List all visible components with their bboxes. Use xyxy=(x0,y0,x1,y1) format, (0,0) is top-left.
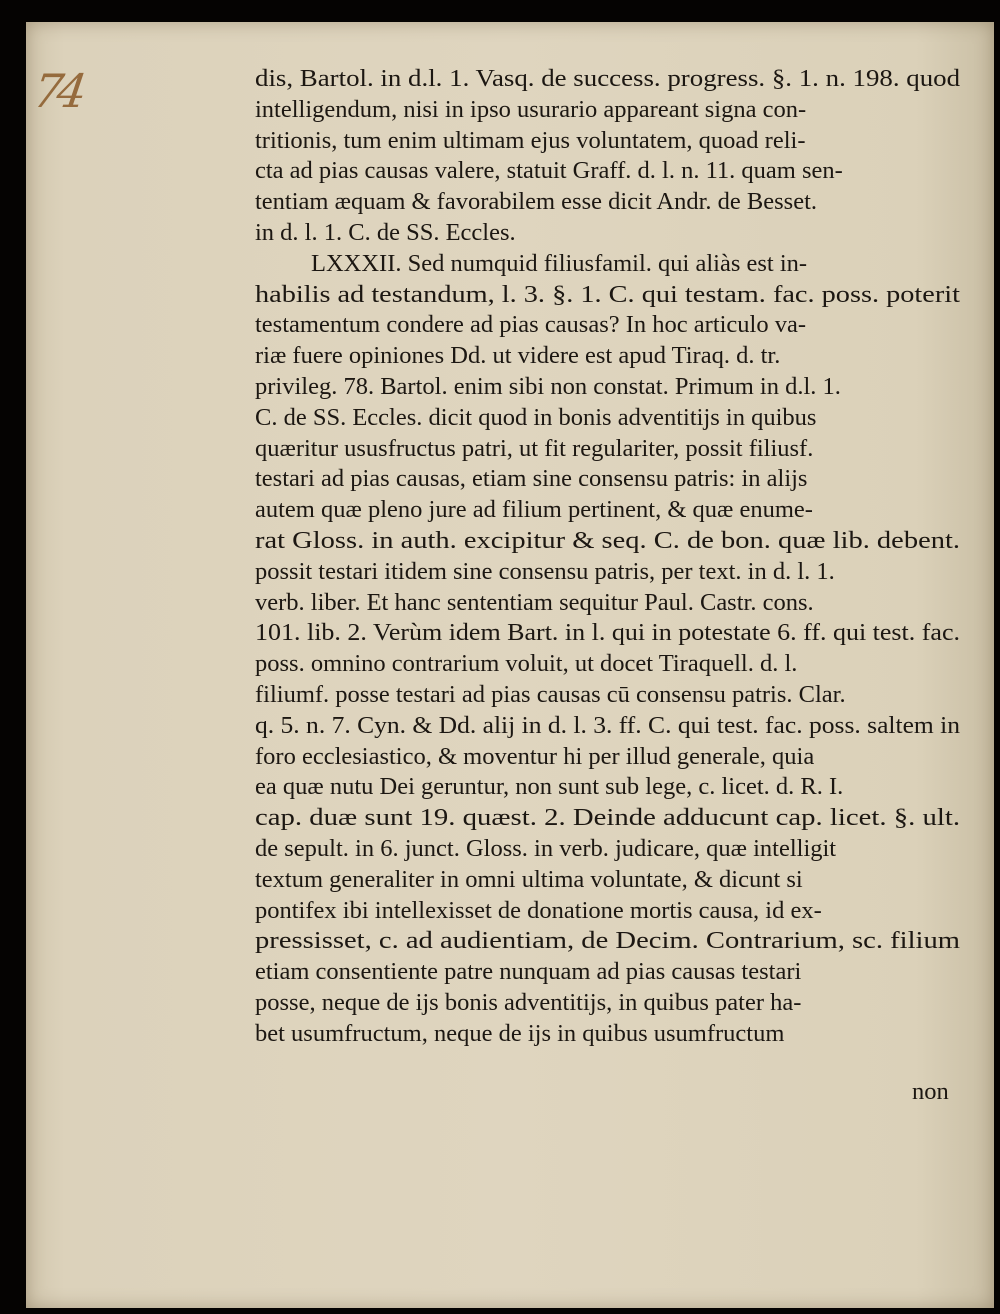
text-line: 101. lib. 2. Verùm idem Bart. in l. qui in potestate 6. ff. qui test. fac. xyxy=(255,619,960,647)
text-line: posse, neque de ijs bonis adventitijs, in quibus pater ha- xyxy=(255,988,802,1016)
text-line: possit testari itidem sine consensu patris, per text. in d. l. 1. xyxy=(255,557,835,585)
text-line: rat Gloss. in auth. excipitur & seq. C. de bon. quæ lib. debent. xyxy=(255,526,961,554)
text-line: cap. duæ sunt 19. quæst. 2. Deinde adducunt cap. licet. §. ult. xyxy=(255,804,961,832)
handwritten-page-number: 74 xyxy=(30,64,85,118)
text-line: bet usumfructum, neque de ijs in quibus usumfructum xyxy=(255,1019,785,1047)
text-line: verb. liber. Et hanc sententiam sequitur Paul. Castr. cons. xyxy=(255,588,814,616)
text-line: in d. l. 1. C. de SS. Eccles. xyxy=(255,218,516,246)
text-line: testamentum condere ad pias causas? In hoc articulo va- xyxy=(255,311,807,339)
text-line: testari ad pias causas, etiam sine consensu patris: in alijs xyxy=(255,465,808,493)
section-heading-line: LXXXII. Sed numquid filiusfamil. qui aliàs est in- xyxy=(311,249,808,277)
text-line: textum generaliter in omni ultima voluntate, & dicunt si xyxy=(255,865,803,893)
catchword: non xyxy=(912,1078,949,1105)
text-line: pressisset, c. ad audientiam, de Decim. Contrarium, sc. filium xyxy=(255,927,961,955)
text-line: intelligendum, nisi in ipso usurario appareant signa con- xyxy=(255,95,807,123)
text-line: foro ecclesiastico, & moventur hi per illud generale, quia xyxy=(255,742,815,770)
text-line: tritionis, tum enim ultimam ejus voluntatem, quoad reli- xyxy=(255,126,806,154)
text-line: pontifex ibi intellexisset de donatione mortis causa, id ex- xyxy=(255,896,822,924)
text-line: ea quæ nutu Dei geruntur, non sunt sub lege, c. licet. d. R. I. xyxy=(255,773,844,801)
text-line: de sepult. in 6. junct. Gloss. in verb. judicare, quæ intelligit xyxy=(255,834,837,862)
text-line: riæ fuere opiniones Dd. ut videre est apud Tiraq. d. tr. xyxy=(255,342,781,370)
text-line: q. 5. n. 7. Cyn. & Dd. alij in d. l. 3. ff. C. qui test. fac. poss. saltem in xyxy=(255,711,961,739)
text-line: cta ad pias causas valere, statuit Graff. d. l. n. 11. quam sen- xyxy=(255,157,843,185)
text-line: dis, Bartol. in d.l. 1. Vasq. de success. progress. §. 1. n. 198. quod xyxy=(255,65,961,92)
text-line: poss. omnino contrarium voluit, ut docet Tiraquell. d. l. xyxy=(255,650,798,678)
body-text xyxy=(255,64,960,1050)
text-line: autem quæ pleno jure ad filium pertinent, & quæ enume- xyxy=(255,496,813,524)
text-line: quæritur ususfructus patri, ut fit regulariter, possit filiusf. xyxy=(255,434,814,462)
text-line: privileg. 78. Bartol. enim sibi non constat. Primum in d.l. 1. xyxy=(255,372,841,400)
text-line: habilis ad testandum, l. 3. §. 1. C. qui testam. fac. poss. poterit xyxy=(255,280,960,308)
text-line: C. de SS. Eccles. dicit quod in bonis adventitijs in quibus xyxy=(255,403,817,431)
text-line: tentiam æquam & favorabilem esse dicit Andr. de Besset. xyxy=(255,188,818,216)
text-line: etiam consentiente patre nunquam ad pias causas testari xyxy=(255,958,802,986)
text-line: filiumf. posse testari ad pias causas cū consensu patris. Clar. xyxy=(255,680,846,708)
